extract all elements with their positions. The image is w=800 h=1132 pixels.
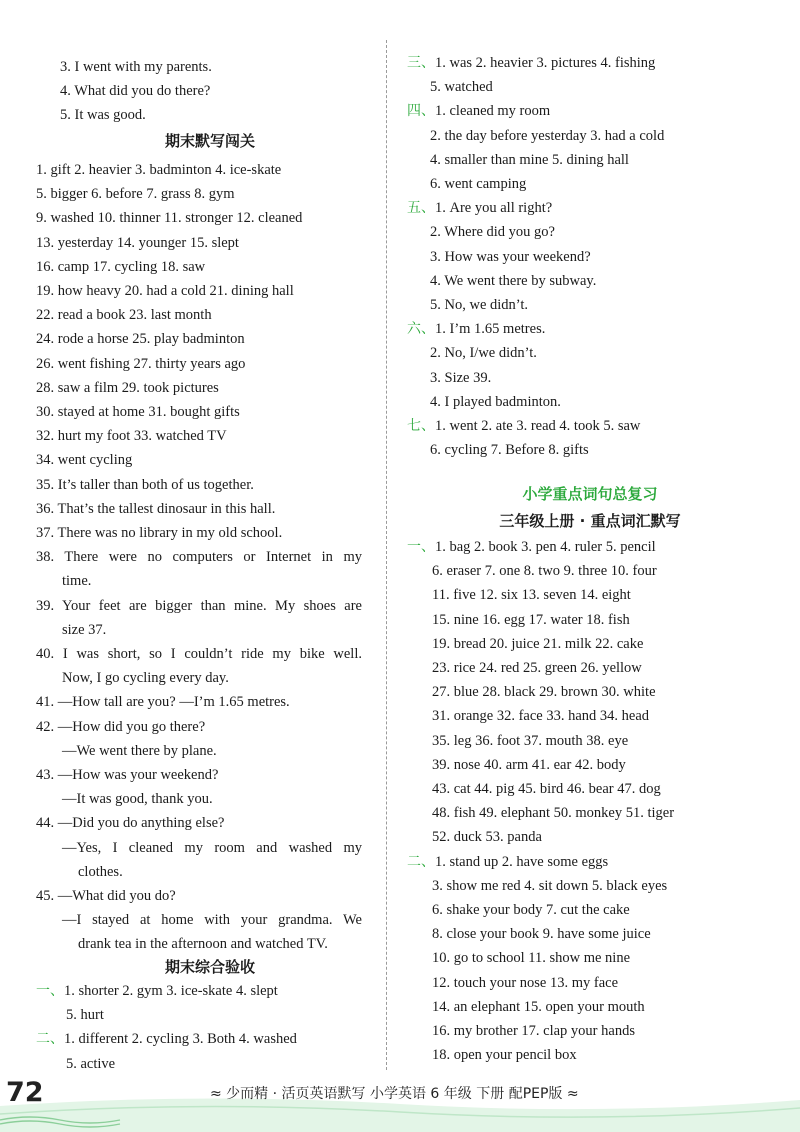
answer-text: 1. different 2. cycling 3. Both 4. washed <box>64 1031 297 1048</box>
answer-line: 1. gift 2. heavier 3. badminton 4. ice-skate <box>36 162 282 178</box>
answer-line: 48. fish 49. elephant 50. monkey 51. tiger <box>432 805 675 822</box>
answer-line: 42. —How did you go there? <box>36 718 206 735</box>
answer-line: 14. an elephant 15. open your mouth <box>432 998 645 1015</box>
section-number-mark: 五、 <box>407 200 435 217</box>
answer-line: 18. open your pencil box <box>432 1047 577 1064</box>
answer-line: 6. cycling 7. Before 8. gifts <box>430 442 589 459</box>
answer-line: 43. cat 44. pig 45. bird 46. bear 47. dog <box>432 781 661 797</box>
answer-line: 6. shake your body 7. cut the cake <box>432 902 630 918</box>
answer-line: 31. orange 32. face 33. hand 34. head <box>432 708 650 725</box>
answer-line: 3. show me red 4. sit down 5. black eyes <box>432 877 668 894</box>
answer-line: —It was good, thank you. <box>62 791 213 808</box>
review-title: 小学重点词句总复习 <box>522 485 658 503</box>
footer-text: ≈ 少而精 · 活页英语默写 小学英语 6 年级 下册 配PEP版 ≈ <box>210 1086 579 1102</box>
section-number-mark: 一、 <box>407 539 435 555</box>
answer-line: 30. stayed at home 31. bought gifts <box>36 404 240 420</box>
answer-text: 1. went 2. ate 3. read 4. took 5. saw <box>435 418 641 434</box>
answer-text: 1. shorter 2. gym 3. ice-skate 4. slept <box>64 983 278 999</box>
answer-line: 3. I went with my parents. <box>60 59 212 75</box>
answer-line <box>407 198 552 218</box>
section-title: 期末综合验收 <box>164 958 255 976</box>
answer-line: 2. the day before yesterday 3. had a cold <box>430 127 665 144</box>
answer-line: 2. Where did you go? <box>430 224 555 241</box>
answer-line: 35. leg 36. foot 37. mouth 38. eye <box>432 732 629 749</box>
answer-line: 5. watched <box>430 79 493 96</box>
answer-line <box>407 53 655 73</box>
section-number-mark: 一、 <box>36 983 64 999</box>
answer-line: —I stayed at home with your grandma. We <box>62 912 362 929</box>
review-subtitle: 三年级上册 · 重点词汇默写 <box>499 512 681 530</box>
answer-line <box>407 416 640 436</box>
answer-text: 1. I’m 1.65 metres. <box>435 321 546 338</box>
answer-line: 27. blue 28. black 29. brown 30. white <box>432 684 656 701</box>
section-number-mark: 二、 <box>407 853 435 870</box>
answer-line: 19. how heavy 20. had a cold 21. dining hall <box>36 283 294 299</box>
column-divider <box>386 40 387 1070</box>
answer-line: 40. I was short, so I couldn’t ride my bike well. <box>36 646 362 662</box>
answer-line: 6. went camping <box>430 176 527 192</box>
answer-line <box>407 101 550 121</box>
answer-line <box>407 319 545 339</box>
answer-line: 32. hurt my foot 33. watched TV <box>36 428 227 445</box>
answer-line: —We went there by plane. <box>62 742 217 759</box>
answer-text: 1. cleaned my room <box>435 103 551 120</box>
answer-line: 52. duck 53. panda <box>432 829 542 846</box>
answer-text: 1. Are you all right? <box>435 200 553 217</box>
answer-line: 5. bigger 6. before 7. grass 8. gym <box>36 186 235 203</box>
answer-line: 15. nine 16. egg 17. water 18. fish <box>432 611 630 628</box>
answer-line: —Yes, I cleaned my room and washed my <box>62 839 362 856</box>
answer-line: 37. There was no library in my old school. <box>36 525 283 541</box>
answer-line: 35. It’s taller than both of us together. <box>36 476 254 493</box>
section-number-mark: 六、 <box>407 321 435 338</box>
section-number-mark: 四、 <box>407 103 435 120</box>
answer-line: 5. active <box>66 1055 116 1072</box>
answer-line: 19. bread 20. juice 21. milk 22. cake <box>432 635 644 652</box>
answer-line: 44. —Did you do anything else? <box>36 815 225 832</box>
answer-line: 34. went cycling <box>36 452 133 469</box>
answer-line: 8. close your book 9. have some juice <box>432 926 651 943</box>
answer-line: 16. my brother 17. clap your hands <box>432 1023 635 1039</box>
answer-line <box>36 1029 297 1049</box>
answer-line: clothes. <box>78 863 123 880</box>
answer-line: 4. What did you do there? <box>60 83 211 100</box>
answer-line: 5. It was good. <box>60 107 146 124</box>
answer-line: 9. washed 10. thinner 11. stronger 12. cleaned <box>36 210 303 227</box>
answer-line: 11. five 12. six 13. seven 14. eight <box>432 587 631 604</box>
answer-line: 6. eraser 7. one 8. two 9. three 10. four <box>432 563 657 580</box>
answer-line: 3. How was your weekend? <box>430 248 591 265</box>
page-number: 72 <box>6 1077 44 1108</box>
answer-text: 1. was 2. heavier 3. pictures 4. fishing <box>435 55 656 71</box>
section-number-mark: 七、 <box>407 418 435 434</box>
answer-line: 24. rode a horse 25. play badminton <box>36 331 245 348</box>
answer-line: 16. camp 17. cycling 18. saw <box>36 258 206 275</box>
answer-line: 4. smaller than mine 5. dining hall <box>430 151 629 168</box>
answer-line: 45. —What did you do? <box>36 888 176 904</box>
answer-text: 1. stand up 2. have some eggs <box>435 853 609 870</box>
answer-line: time. <box>62 573 92 590</box>
answer-line: 23. rice 24. red 25. green 26. yellow <box>432 660 642 676</box>
answer-line: 4. We went there by subway. <box>430 272 597 289</box>
answer-line: 28. saw a film 29. took pictures <box>36 379 219 396</box>
answer-line: 13. yesterday 14. younger 15. slept <box>36 234 239 251</box>
answer-line: 36. That’s the tallest dinosaur in this hall. <box>36 500 276 517</box>
answer-line: 4. I played badminton. <box>430 393 561 410</box>
answer-line: 39. Your feet are bigger than mine. My shoes are <box>36 597 362 614</box>
answer-line <box>36 981 278 1001</box>
answer-line: drank tea in the afternoon and watched TV. <box>78 936 328 953</box>
answer-line: 2. No, I/we didn’t. <box>430 345 537 362</box>
answer-line: 41. —How tall are you? —I’m 1.65 metres. <box>36 694 290 711</box>
page-footer <box>0 1074 800 1132</box>
answer-line: 10. go to school 11. show me nine <box>432 950 631 967</box>
answer-line: Now, I go cycling every day. <box>62 670 229 687</box>
answer-text: 1. bag 2. book 3. pen 4. ruler 5. pencil <box>435 539 656 555</box>
answer-line <box>407 852 608 872</box>
answer-line: 43. —How was your weekend? <box>36 767 219 783</box>
answer-line: 26. went fishing 27. thirty years ago <box>36 355 246 372</box>
answer-line: 5. hurt <box>66 1007 104 1024</box>
answer-line: 12. touch your nose 13. my face <box>432 974 619 991</box>
answer-line: 3. Size 39. <box>430 369 492 386</box>
answer-line: size 37. <box>62 621 107 638</box>
answer-line: 5. No, we didn’t. <box>430 297 529 313</box>
answer-line: 39. nose 40. arm 41. ear 42. body <box>432 756 626 773</box>
section-title: 期末默写闯关 <box>164 132 255 150</box>
answer-line: 38. There were no computers or Internet in my <box>36 549 362 566</box>
answer-line: 22. read a book 23. last month <box>36 307 212 324</box>
section-number-mark: 二、 <box>36 1031 64 1048</box>
answer-line <box>407 537 656 557</box>
section-number-mark: 三、 <box>407 55 435 71</box>
